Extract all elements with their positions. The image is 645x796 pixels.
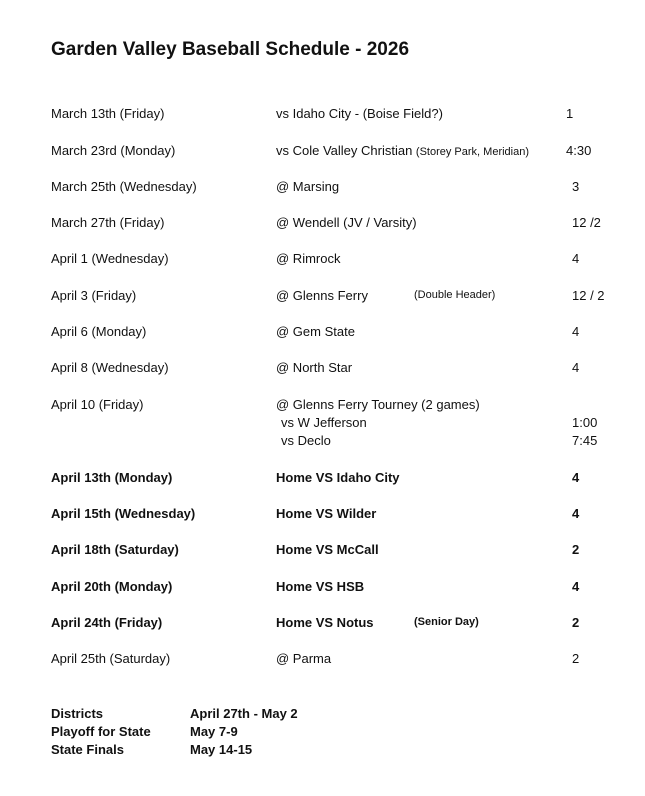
game-date: April 15th (Wednesday) (51, 506, 196, 521)
game-date: April 18th (Saturday) (51, 542, 179, 557)
sub-game-time: 1:00 (572, 415, 598, 430)
game-opponent: @ Glenns Ferry Tourney (2 games) (276, 397, 480, 412)
sub-game-time: 7:45 (572, 433, 598, 448)
game-time: 12 / 2 (572, 288, 605, 303)
game-date: March 13th (Friday) (51, 106, 165, 121)
game-opponent: Home VS Notus (276, 615, 374, 630)
game-opponent: Home VS Wilder (276, 506, 377, 521)
game-date: April 1 (Wednesday) (51, 251, 169, 266)
game-row (0, 288, 645, 306)
game-time: 1 (566, 106, 574, 121)
game-row (0, 470, 645, 488)
game-date: March 23rd (Monday) (51, 143, 176, 158)
game-note: (Double Header) (414, 289, 496, 301)
game-opponent: @ Wendell (JV / Varsity) (276, 215, 417, 230)
game-row (0, 143, 645, 161)
game-note: (Senior Day) (414, 616, 479, 628)
game-date: April 8 (Wednesday) (51, 360, 169, 375)
game-opponent: vs Idaho City - (Boise Field?) (276, 106, 443, 121)
game-date: April 10 (Friday) (51, 397, 144, 412)
game-opponent: @ Parma (276, 651, 332, 666)
game-time: 4 (572, 251, 580, 266)
game-date: March 27th (Friday) (51, 215, 165, 230)
game-date: April 13th (Monday) (51, 470, 173, 485)
game-time: 2 (572, 542, 580, 557)
game-opponent: vs Cole Valley Christian (Storey Park, Meridian) (276, 143, 530, 158)
game-time: 2 (572, 651, 580, 666)
postseason-dates: May 7-9 (190, 724, 238, 739)
game-time: 4 (572, 506, 580, 521)
game-row (0, 651, 645, 669)
game-row (0, 542, 645, 560)
postseason-label: Playoff for State (51, 724, 151, 739)
game-time: 4 (572, 470, 580, 485)
sub-game-opponent: vs W Jefferson (281, 415, 367, 430)
game-row (0, 397, 645, 415)
game-time: 12 /2 (572, 215, 601, 230)
game-opponent: Home VS HSB (276, 579, 365, 594)
game-opponent: Home VS McCall (276, 542, 379, 557)
game-note: (Storey Park, Meridian) (415, 146, 530, 158)
game-opponent: @ Glenns Ferry (276, 288, 368, 303)
game-opponent: Home VS Idaho City (276, 470, 400, 485)
game-row (0, 215, 645, 233)
game-opponent: @ Marsing (276, 179, 340, 194)
game-date: April 6 (Monday) (51, 324, 147, 339)
game-date: April 3 (Friday) (51, 288, 137, 303)
game-time: 4 (572, 360, 580, 375)
game-date: April 20th (Monday) (51, 579, 173, 594)
game-date: April 24th (Friday) (51, 615, 163, 630)
game-time: 4 (572, 579, 580, 594)
game-row (0, 324, 645, 342)
game-time: 4:30 (566, 143, 592, 158)
game-row (0, 179, 645, 197)
game-row (0, 106, 645, 124)
game-opponent: @ North Star (276, 360, 353, 375)
game-opponent: @ Rimrock (276, 251, 341, 266)
game-date: April 25th (Saturday) (51, 651, 171, 666)
game-row (0, 360, 645, 378)
game-time: 3 (572, 179, 580, 194)
game-time: 4 (572, 324, 580, 339)
page-title: Garden Valley Baseball Schedule - 2026 (51, 39, 410, 60)
game-date: March 25th (Wednesday) (51, 179, 197, 194)
postseason-dates: May 14-15 (190, 742, 253, 757)
postseason-dates: April 27th - May 2 (190, 706, 298, 721)
postseason-label: State Finals (51, 742, 124, 757)
game-opponent: @ Gem State (276, 324, 355, 339)
game-time: 2 (572, 615, 580, 630)
game-row (0, 251, 645, 269)
sub-game-opponent: vs Declo (281, 433, 331, 448)
game-row (0, 506, 645, 524)
game-row (0, 579, 645, 597)
game-row (0, 615, 645, 633)
postseason-label: Districts (51, 706, 104, 721)
